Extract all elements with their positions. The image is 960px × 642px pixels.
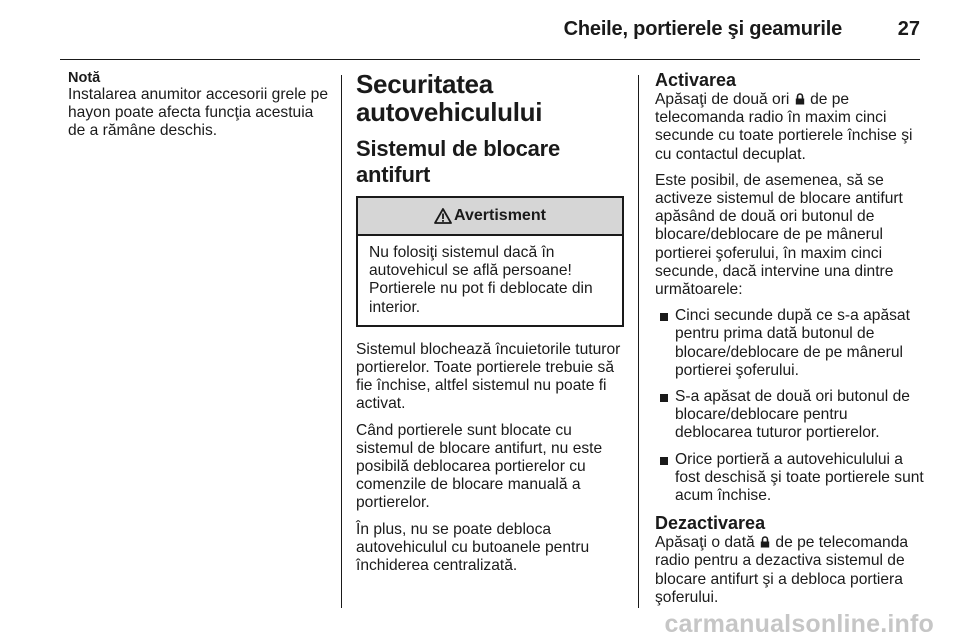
lock-icon xyxy=(795,93,805,105)
warning-triangle-icon xyxy=(434,208,452,224)
activation-paragraph xyxy=(655,91,925,164)
column-middle xyxy=(356,70,624,583)
page-header xyxy=(60,18,920,44)
header-rule xyxy=(60,59,920,60)
warning-header xyxy=(358,198,622,236)
list-item xyxy=(655,388,925,443)
activation-heading: Activarea xyxy=(655,70,737,90)
lock-icon xyxy=(760,536,770,548)
activation-text-start: Apăsaţi de două ori xyxy=(655,91,790,108)
note-text: Instalarea anumitor accesorii grele pe hayon poate afecta funcţia acestuia de a rămâne deschis. xyxy=(68,86,329,140)
paragraph: În plus, nu se poate debloca autovehiculul cu butoanele pentru închiderea centralizată. xyxy=(356,520,590,575)
paragraph: Sistemul blochează încuietorile tuturor portierelor. Toate portierele trebuie să fie închise, altfel sistemul nu poate fi activat. xyxy=(356,340,621,413)
column-left xyxy=(68,70,330,149)
bullet-square-icon xyxy=(660,394,668,402)
deactivation-paragraph xyxy=(655,534,925,607)
deactivation-heading: Dezactivarea xyxy=(655,513,766,534)
activation-text-end: de pe telecomanda radio în maxim cinci secunde cu toate portierele închise şi cu contactul decuplat. xyxy=(655,91,913,163)
bullet-square-icon xyxy=(660,313,668,321)
page-number: 27 xyxy=(897,18,920,40)
note-label: Notă xyxy=(68,70,101,86)
section-title: Securitatea autovehiculului xyxy=(356,69,543,127)
warning-title: Avertisment xyxy=(454,207,546,224)
deactivation-text-end: de pe telecomanda radio pentru a dezactiva sistemul de blocare antifurt şi a debloca portiera şoferului. xyxy=(655,534,909,606)
paragraph: Când portierele sunt blocate cu sistemul de blocare antifurt, nu este posibilă deblocarea portierelor cu comenzile de blocare manuală a portierelor. xyxy=(356,421,603,512)
watermark: carmanualsonline.info xyxy=(664,610,934,638)
list-item xyxy=(655,451,925,506)
activation-paragraph-2: Este posibil, de asemenea, să se activeze sistemul de blocare antifurt apăsând de două ori butonul de blocare/deblocare de pe mânerul portierei şoferului, în maxim cinci secunde, dacă intervine una dintre următoarele: xyxy=(655,171,903,299)
deactivation-text-start: Apăsaţi o dată xyxy=(655,534,755,552)
column-divider xyxy=(638,75,639,608)
column-divider xyxy=(341,75,342,608)
list-item-text: S-a apăsat de două ori butonul de blocare/deblocare pentru deblocarea tuturor portierelor. xyxy=(675,388,910,442)
list-item xyxy=(655,307,925,380)
condition-list xyxy=(655,307,925,505)
bullet-square-icon xyxy=(660,457,668,465)
subsection-title: Sistemul de blocare antifurt xyxy=(356,136,561,187)
warning-text: Nu folosiţi sistemul dacă în autovehicul se află persoane! Portierele nu pot fi deblocate din interior. xyxy=(369,244,593,316)
list-item-text: Orice portieră a autovehiculului a fost deschisă şi toate portierele sunt acum închise. xyxy=(675,450,924,505)
chapter-title: Cheile, portierele şi geamurile xyxy=(563,18,842,40)
list-item-text: Cinci secunde după ce s-a apăsat pentru prima dată butonul de blocare/deblocare de pe mânerul portierei şoferului. xyxy=(675,307,910,379)
warning-box xyxy=(356,196,624,327)
column-right xyxy=(655,70,925,607)
